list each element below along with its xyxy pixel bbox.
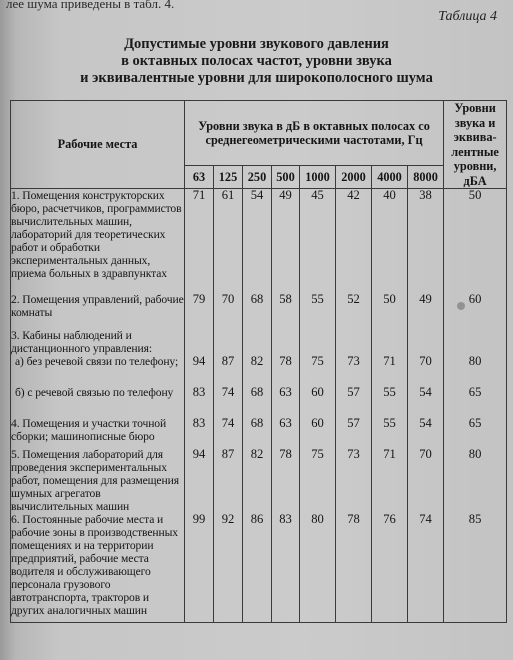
sound-level-cell: 65 [444,417,507,448]
octave-level-cell: 92 [214,513,243,623]
octave-level-cell: 55 [372,417,408,448]
octave-level-cell [214,329,243,355]
octave-level-cell: 78 [272,355,300,386]
octave-level-cell: 73 [336,448,372,513]
sound-level-cell [444,329,507,355]
workplace-name-cell [11,329,185,355]
octave-level-cell: 38 [408,189,444,293]
octave-level-cell: 79 [185,293,214,329]
table-row [11,417,507,448]
workplace-name: 4. Помещения и участки точной сборки; машинописные бюро [11,416,167,443]
octave-level-cell: 68 [243,417,272,448]
octave-level-cell: 58 [272,293,300,329]
octave-level-cell: 45 [300,189,336,293]
octave-level-cell: 83 [272,513,300,623]
workplace-name-cell [11,189,185,293]
workplace-name: б) с речевой связью по телефону [15,385,174,399]
octave-level-cell: 78 [272,448,300,513]
octave-level-cell: 70 [408,355,444,386]
octave-level-cell: 78 [336,513,372,623]
workplace-name: 3. Кабины наблюдений и дистанционного управления: [11,328,152,355]
octave-level-cell: 70 [408,448,444,513]
column-header-sound-level: Уровни звука и эквива- лентные уровни, дБА [444,101,507,189]
title-line: и эквивалентные уровни для широкополосного шума [80,70,433,86]
frequency-header: 250 [243,166,272,189]
table-body [11,189,507,623]
octave-level-cell: 57 [336,386,372,417]
octave-level-cell: 80 [300,513,336,623]
scan-speck [457,302,465,310]
octave-level-cell: 87 [214,448,243,513]
sound-level-cell: 80 [444,448,507,513]
octave-level-cell: 71 [372,448,408,513]
sound-level-cell: 65 [444,386,507,417]
table-row [11,448,507,513]
octave-level-cell: 82 [243,448,272,513]
octave-level-cell: 75 [300,355,336,386]
sound-level-cell: 80 [444,355,507,386]
octave-level-cell [372,329,408,355]
table-row [11,386,507,417]
table-row [11,189,507,293]
octave-level-cell [243,329,272,355]
octave-level-cell [336,329,372,355]
title-line: Допустимые уровни звукового давления [124,36,389,52]
workplace-name: 2. Помещения управлений, рабочие комнаты [11,292,184,319]
title-line: в октавных полосах частот, уровни звука [121,53,392,69]
frequency-header: 63 [185,166,214,189]
sound-level-cell: 85 [444,513,507,623]
workplace-name-cell [11,293,185,329]
octave-level-cell: 75 [300,448,336,513]
octave-level-cell [272,329,300,355]
octave-level-cell: 40 [372,189,408,293]
column-header-octave-bands: Уровни звука в дБ в октавных полосах со среднегеометрическими частотами, Гц [185,101,444,166]
octave-level-cell: 60 [300,386,336,417]
octave-level-cell: 57 [336,417,372,448]
frequency-header: 8000 [408,166,444,189]
octave-level-cell: 49 [408,293,444,329]
octave-level-cell: 73 [336,355,372,386]
octave-level-cell: 74 [408,513,444,623]
octave-level-cell: 61 [214,189,243,293]
octave-level-cell: 68 [243,386,272,417]
workplace-name: 1. Помещения конструкторских бюро, расчетчиков, программистов вычислительных машин, лабораторий для теоретических работ и обработки экспериментальных данных, приема больных в здравпунктах [11,189,182,280]
table-title [0,36,513,87]
table-row [11,293,507,329]
frequency-header: 4000 [372,166,408,189]
octave-level-cell: 55 [300,293,336,329]
previous-text-fragment: лее шума приведены в табл. 4. [6,0,175,11]
octave-level-cell: 99 [185,513,214,623]
frequency-header: 500 [272,166,300,189]
octave-level-cell: 68 [243,293,272,329]
frequency-header: 2000 [336,166,372,189]
octave-level-cell: 87 [214,355,243,386]
sound-level-cell: 60 [444,293,507,329]
octave-level-cell: 63 [272,417,300,448]
workplace-name: 6. Постоянные рабочие места и рабочие зоны в производственных помещениях и на территории предприятий, рабочие места водителя и обслуживающего персонала грузового автотранспорта, тракторов и других аналогичных машин [11,512,178,617]
octave-level-cell: 82 [243,355,272,386]
octave-level-cell: 76 [372,513,408,623]
workplace-name: 5. Помещения лабораторий для проведения экспериментальных работ, помещения для размещения шумных агрегатов вычислительных машин [11,447,179,513]
octave-level-cell: 63 [272,386,300,417]
frequency-header: 125 [214,166,243,189]
workplace-name: а) без речевой связи по телефону; [15,354,179,368]
octave-level-cell [300,329,336,355]
octave-level-cell: 71 [185,189,214,293]
octave-level-cell: 94 [185,448,214,513]
table-row [11,329,507,355]
workplace-name-cell [11,386,185,417]
workplace-name-cell [11,417,185,448]
table-number-label: Таблица 4 [438,9,497,24]
octave-level-cell: 83 [185,386,214,417]
octave-level-cell: 94 [185,355,214,386]
octave-level-cell: 55 [372,386,408,417]
column-header-workplace: Рабочие места [11,101,185,189]
octave-level-cell [185,329,214,355]
octave-level-cell: 83 [185,417,214,448]
octave-level-cell: 86 [243,513,272,623]
octave-level-cell: 74 [214,386,243,417]
table-row [11,513,507,623]
workplace-name-cell [11,448,185,513]
sound-level-cell: 50 [444,189,507,293]
octave-level-cell: 50 [372,293,408,329]
workplace-name-cell [11,513,185,623]
octave-level-cell: 70 [214,293,243,329]
table-row [11,355,507,386]
frequency-header: 1000 [300,166,336,189]
octave-level-cell: 74 [214,417,243,448]
octave-level-cell: 54 [408,386,444,417]
octave-level-cell: 49 [272,189,300,293]
octave-level-cell: 52 [336,293,372,329]
octave-level-cell: 60 [300,417,336,448]
octave-level-cell: 54 [243,189,272,293]
octave-level-cell: 71 [372,355,408,386]
octave-level-cell: 42 [336,189,372,293]
noise-levels-table [10,100,507,623]
workplace-name-cell [11,355,185,386]
octave-level-cell [408,329,444,355]
octave-level-cell: 54 [408,417,444,448]
